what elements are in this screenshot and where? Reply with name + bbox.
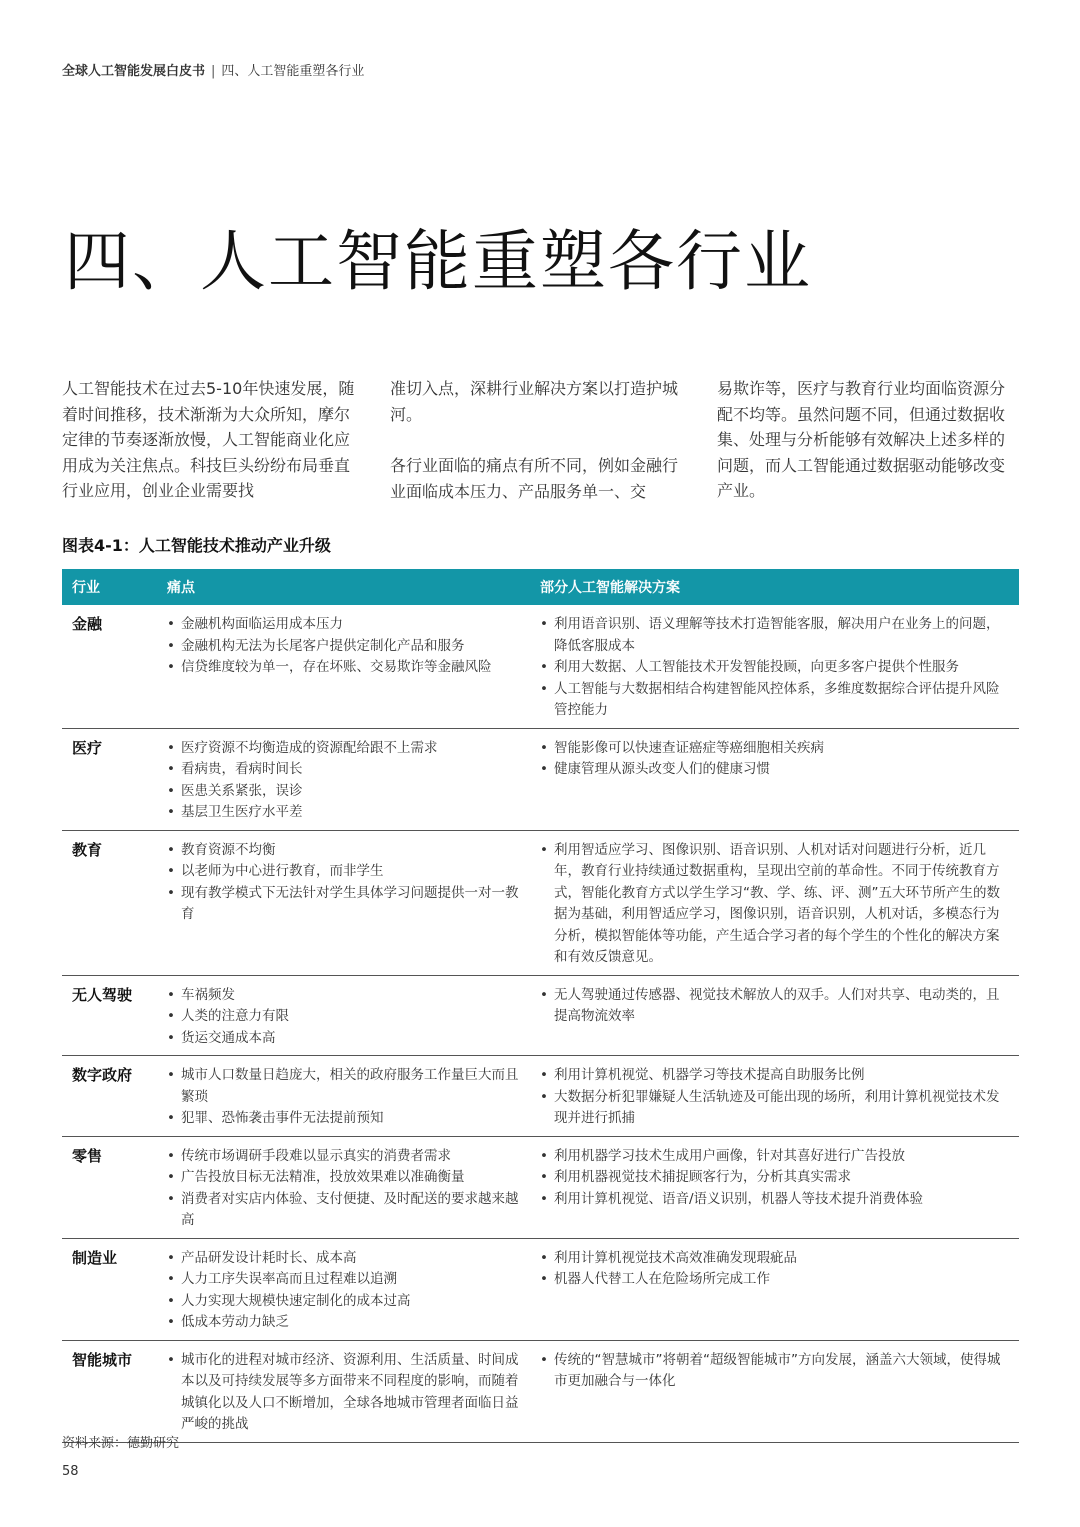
pain-point-cell: [157, 975, 530, 1056]
solution-cell: [530, 830, 1019, 975]
table-row: [62, 1340, 1019, 1442]
table-row: [62, 830, 1019, 975]
intro-column-1: [62, 376, 362, 530]
pain-point-list: [167, 614, 520, 679]
solution-list: [540, 614, 1009, 722]
solution-list: [540, 840, 1009, 969]
pain-point-item: • 金融机构无法为长尾客户提供定制化产品和服务: [167, 636, 520, 658]
pain-point-cell: [157, 1136, 530, 1238]
intro-paragraph: 易欺诈等，医疗与教育行业均面临资源分配不均等。虽然问题不同，但通过数据收集、处理与分析能够有效解决上述多样的问题，而人工智能通过数据驱动能够改变产业。: [717, 379, 1006, 500]
solution-cell: [530, 975, 1019, 1056]
pain-point-item: • 教育资源不均衡: [167, 840, 520, 862]
pain-point-item: • 产品研发设计耗时长、成本高: [167, 1248, 520, 1270]
figure-title: 图表4-1：人工智能技术推动产业升级: [62, 536, 331, 555]
header-pain-points: 痛点: [157, 569, 530, 605]
solution-item: • 健康管理从源头改变人们的健康习惯: [540, 759, 1009, 781]
table-row: [62, 1056, 1019, 1137]
intro-column-3: [717, 376, 1019, 530]
industry-cell: 零售: [62, 1136, 157, 1238]
pain-point-item: • 低成本劳动力缺乏: [167, 1312, 520, 1334]
pain-point-item: • 以老师为中心进行教育，而非学生: [167, 861, 520, 883]
industry-table: [62, 569, 1019, 1443]
industry-cell: 智能城市: [62, 1340, 157, 1442]
solution-item: • 利用大数据、人工智能技术开发智能投顾，向更多客户提供个性服务: [540, 657, 1009, 679]
pain-point-list: [167, 738, 520, 824]
solution-list: [540, 1065, 1009, 1130]
solution-cell: [530, 728, 1019, 830]
solution-item: • 利用语音识别、语义理解等技术打造智能客服，解决用户在业务上的问题，降低客服成本: [540, 614, 1009, 657]
table-header-row: [62, 569, 1019, 605]
solution-item: • 利用机器视觉技术捕捉顾客行为，分析其真实需求: [540, 1167, 1009, 1189]
pain-point-cell: [157, 830, 530, 975]
pain-point-item: • 传统市场调研手段难以显示真实的消费者需求: [167, 1146, 520, 1168]
solution-item: • 利用计算机视觉、机器学习等技术提高自助服务比例: [540, 1065, 1009, 1087]
solution-cell: [530, 1136, 1019, 1238]
solution-item: • 智能影像可以快速查证癌症等癌细胞相关疾病: [540, 738, 1009, 760]
solution-cell: [530, 1056, 1019, 1137]
industry-cell: 金融: [62, 605, 157, 728]
pain-point-cell: [157, 1340, 530, 1442]
pain-point-item: • 车祸频发: [167, 985, 520, 1007]
pain-point-cell: [157, 605, 530, 728]
table-row: [62, 1238, 1019, 1340]
pain-point-item: • 广告投放目标无法精准，投放效果难以准确衡量: [167, 1167, 520, 1189]
intro-column-2: [390, 376, 690, 530]
header-solutions: 部分人工智能解决方案: [530, 569, 1019, 605]
solution-cell: [530, 605, 1019, 728]
pain-point-item: • 看病贵，看病时间长: [167, 759, 520, 781]
table-body: [62, 605, 1019, 1442]
intro-paragraph: 人工智能技术在过去5-10年快速发展，随着时间推移，技术渐渐为大众所知，摩尔定律的节奏逐渐放慢，人工智能商业化应用成为关注焦点。科技巨头纷纷布局垂直行业应用，创业企业需要找: [62, 379, 355, 500]
pain-point-item: • 信贷维度较为单一，存在坏账、交易欺诈等金融风险: [167, 657, 520, 679]
solution-list: [540, 1146, 1009, 1211]
solution-item: • 无人驾驶通过传感器、视觉技术解放人的双手。人们对共享、电动类的，且提高物流效率: [540, 985, 1009, 1028]
solution-item: • 人工智能与大数据相结合构建智能风控体系，多维度数据综合评估提升风险管控能力: [540, 679, 1009, 722]
solution-list: [540, 985, 1009, 1028]
intro-paragraph: 各行业面临的痛点有所不同，例如金融行业面临成本压力、产品服务单一、交: [390, 456, 679, 501]
industry-cell: 医疗: [62, 728, 157, 830]
source-note: 资料来源：德勤研究: [62, 1436, 180, 1451]
solution-item: • 利用计算机视觉、语音/语义识别，机器人等技术提升消费体验: [540, 1189, 1009, 1211]
industry-cell: 无人驾驶: [62, 975, 157, 1056]
solution-list: [540, 1248, 1009, 1291]
pain-point-item: • 医患关系紧张，误诊: [167, 781, 520, 803]
solution-list: [540, 1350, 1009, 1393]
header-section: 四、人工智能重塑各行业: [221, 64, 365, 79]
solution-item: • 利用智适应学习、图像识别、语音识别、人机对话对问题进行分析，近几年，教育行业持续通过数据重构，呈现出空前的革命性。不同于传统教育方式，智能化教育方式以学生学习“教、学、练、评、测”五大环节所产生的数据为基础，利用智适应学习，图像识别，语音识别，人机对话，多模态行为分析，模拟智能体等功能，产生适合学习者的每个学生的个性化的解决方案和有效反馈意见。: [540, 840, 1009, 969]
pain-point-item: • 人类的注意力有限: [167, 1006, 520, 1028]
running-header: [62, 60, 364, 79]
pain-point-list: [167, 985, 520, 1050]
pain-point-item: • 货运交通成本高: [167, 1028, 520, 1050]
pain-point-item: • 犯罪、恐怖袭击事件无法提前预知: [167, 1108, 520, 1130]
intro-paragraph: 准切入点，深耕行业解决方案以打造护城河。: [390, 379, 679, 424]
solution-cell: [530, 1238, 1019, 1340]
solution-item: • 传统的“智慧城市”将朝着“超级智能城市”方向发展，涵盖六大领域，使得城市更加融合与一体化: [540, 1350, 1009, 1393]
pain-point-list: [167, 1350, 520, 1436]
pain-point-item: • 基层卫生医疗水平差: [167, 802, 520, 824]
table-row: [62, 728, 1019, 830]
header-doc-title: 全球人工智能发展白皮书: [62, 64, 206, 79]
header-industry: 行业: [62, 569, 157, 605]
pain-point-item: • 城市人口数量日趋庞大，相关的政府服务工作量巨大而且繁琐: [167, 1065, 520, 1108]
pain-point-item: • 城市化的进程对城市经济、资源利用、生活质量、时间成本以及可持续发展等多方面带来不同程度的影响，而随着城镇化以及人口不断增加，全球各地城市管理者面临日益严峻的挑战: [167, 1350, 520, 1436]
chapter-title: 四、人工智能重塑各行业: [64, 223, 812, 300]
table-row: [62, 975, 1019, 1056]
page-number: 58: [62, 1464, 79, 1479]
pain-point-cell: [157, 1056, 530, 1137]
pain-point-item: • 人力工序失误率高而且过程难以追溯: [167, 1269, 520, 1291]
industry-cell: 数字政府: [62, 1056, 157, 1137]
pain-point-item: • 金融机构面临运用成本压力: [167, 614, 520, 636]
solution-item: • 机器人代替工人在危险场所完成工作: [540, 1269, 1009, 1291]
pain-point-item: • 人力实现大规模快速定制化的成本过高: [167, 1291, 520, 1313]
solution-item: • 大数据分析犯罪嫌疑人生活轨迹及可能出现的场所，利用计算机视觉技术发现并进行抓捕: [540, 1087, 1009, 1130]
pain-point-item: • 现有教学模式下无法针对学生具体学习问题提供一对一教育: [167, 883, 520, 926]
pain-point-list: [167, 1146, 520, 1232]
pain-point-list: [167, 1065, 520, 1130]
pain-point-cell: [157, 728, 530, 830]
pain-point-cell: [157, 1238, 530, 1340]
solution-item: • 利用机器学习技术生成用户画像，针对其喜好进行广告投放: [540, 1146, 1009, 1168]
industry-cell: 制造业: [62, 1238, 157, 1340]
industry-cell: 教育: [62, 830, 157, 975]
table-row: [62, 605, 1019, 728]
table-row: [62, 1136, 1019, 1238]
solution-cell: [530, 1340, 1019, 1442]
pain-point-list: [167, 1248, 520, 1334]
pain-point-item: • 医疗资源不均衡造成的资源配给跟不上需求: [167, 738, 520, 760]
pain-point-list: [167, 840, 520, 926]
solution-list: [540, 738, 1009, 781]
solution-item: • 利用计算机视觉技术高效准确发现瑕疵品: [540, 1248, 1009, 1270]
header-separator: |: [211, 64, 216, 79]
pain-point-item: • 消费者对实店内体验、支付便捷、及时配送的要求越来越高: [167, 1189, 520, 1232]
